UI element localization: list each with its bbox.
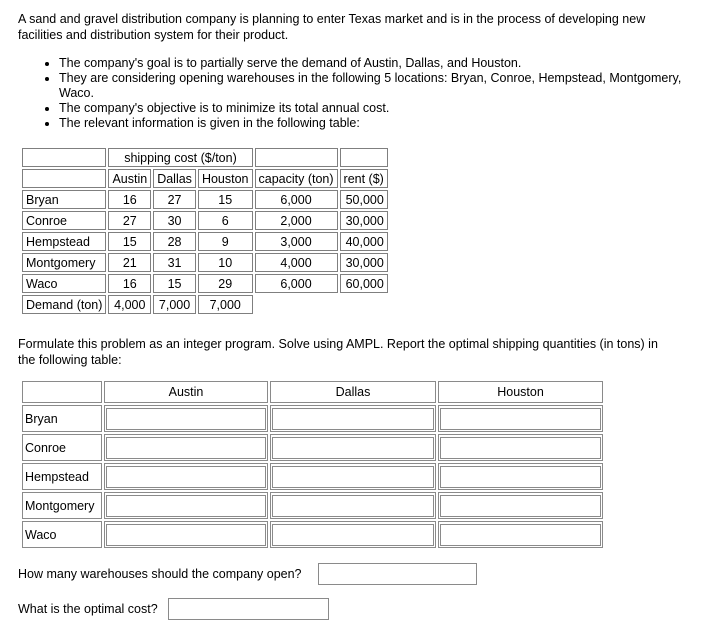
answer-row-label: Montgomery xyxy=(22,492,102,519)
empty-cell xyxy=(22,169,106,188)
col-header-rent: rent ($) xyxy=(340,169,388,188)
demand-row xyxy=(22,295,388,314)
row-label: Bryan xyxy=(22,190,106,209)
answer-row xyxy=(22,463,603,490)
answer-cell xyxy=(438,521,603,548)
answer-cell xyxy=(104,405,268,432)
answer-input-houston[interactable] xyxy=(440,466,601,488)
cell-rent: 40,000 xyxy=(340,232,388,251)
empty-cell xyxy=(340,148,388,167)
answer-row-label: Waco xyxy=(22,521,102,548)
answer-input-houston[interactable] xyxy=(440,408,601,430)
answer-row-label: Bryan xyxy=(22,405,102,432)
answer-cell xyxy=(270,405,436,432)
bullet-item: • The company's goal is to partially serve the demand of Austin, Dallas, and Houston. xyxy=(59,56,689,71)
col-header-houston: Houston xyxy=(198,169,253,188)
table-row xyxy=(22,190,388,209)
warehouses-answer-input[interactable] xyxy=(318,563,477,585)
cell-capacity: 3,000 xyxy=(255,232,338,251)
answer-cell xyxy=(104,463,268,490)
bullet-item: • The company's objective is to minimize its total annual cost. xyxy=(59,101,689,116)
cost-question: What is the optimal cost? xyxy=(18,602,158,616)
answer-input-houston[interactable] xyxy=(440,437,601,459)
row-label: Waco xyxy=(22,274,106,293)
cell-houston: 10 xyxy=(198,253,253,272)
cell-dallas: 31 xyxy=(153,253,196,272)
answer-cell xyxy=(438,492,603,519)
answer-cell xyxy=(438,463,603,490)
cost-answer-input[interactable] xyxy=(168,598,329,620)
intro-paragraph: A sand and gravel distribution company is planning to enter Texas market and is in the process of developing new facilities and distribution system for their product. xyxy=(18,12,646,42)
answer-header-row xyxy=(22,381,603,403)
answer-cell xyxy=(270,434,436,461)
empty-cell xyxy=(22,148,106,167)
answer-cell xyxy=(270,521,436,548)
cell-capacity: 6,000 xyxy=(255,190,338,209)
bullet-item: • The relevant information is given in the following table: xyxy=(59,116,689,131)
info-header-row xyxy=(22,148,388,167)
answer-cell xyxy=(438,434,603,461)
answer-cell xyxy=(104,434,268,461)
warehouses-question: How many warehouses should the company open? xyxy=(18,567,302,581)
demand-dallas: 7,000 xyxy=(153,295,196,314)
table-row xyxy=(22,211,388,230)
answer-table xyxy=(20,379,605,550)
answer-row xyxy=(22,405,603,432)
info-col-header-row xyxy=(22,169,388,188)
answer-input-austin[interactable] xyxy=(106,495,266,517)
answer-input-austin[interactable] xyxy=(106,437,266,459)
cell-houston: 29 xyxy=(198,274,253,293)
cell-rent: 50,000 xyxy=(340,190,388,209)
answer-input-austin[interactable] xyxy=(106,408,266,430)
cell-rent: 60,000 xyxy=(340,274,388,293)
answer-row xyxy=(22,434,603,461)
answer-row xyxy=(22,492,603,519)
cell-capacity: 2,000 xyxy=(255,211,338,230)
row-label: Montgomery xyxy=(22,253,106,272)
answer-input-austin[interactable] xyxy=(106,466,266,488)
answer-row-label: Hempstead xyxy=(22,463,102,490)
table-row xyxy=(22,253,388,272)
info-table xyxy=(20,146,390,316)
cell-capacity: 6,000 xyxy=(255,274,338,293)
answer-input-dallas[interactable] xyxy=(272,466,434,488)
bullet-item: • They are considering opening warehouses in the following 5 locations: Bryan, Conroe, Hempstead, Montgomery, Waco. xyxy=(59,71,689,101)
answer-row xyxy=(22,521,603,548)
cell-austin: 27 xyxy=(108,211,151,230)
cell-dallas: 15 xyxy=(153,274,196,293)
cell-capacity: 4,000 xyxy=(255,253,338,272)
answer-input-dallas[interactable] xyxy=(272,408,434,430)
answer-input-dallas[interactable] xyxy=(272,495,434,517)
empty-cell xyxy=(22,381,102,403)
answer-input-dallas[interactable] xyxy=(272,437,434,459)
answer-input-houston[interactable] xyxy=(440,524,601,546)
bullet-list xyxy=(42,56,689,131)
cell-dallas: 27 xyxy=(153,190,196,209)
answer-cell xyxy=(270,463,436,490)
answer-cell xyxy=(104,521,268,548)
cell-austin: 16 xyxy=(108,190,151,209)
answer-input-houston[interactable] xyxy=(440,495,601,517)
row-label: Conroe xyxy=(22,211,106,230)
table-row xyxy=(22,232,388,251)
empty-cell xyxy=(255,148,338,167)
row-label: Demand (ton) xyxy=(22,295,106,314)
row-label: Hempstead xyxy=(22,232,106,251)
cell-austin: 21 xyxy=(108,253,151,272)
cell-dallas: 28 xyxy=(153,232,196,251)
col-header-austin: Austin xyxy=(108,169,151,188)
demand-houston: 7,000 xyxy=(198,295,253,314)
answer-input-austin[interactable] xyxy=(106,524,266,546)
answer-cell xyxy=(270,492,436,519)
answer-header-houston: Houston xyxy=(438,381,603,403)
cell-rent: 30,000 xyxy=(340,211,388,230)
answer-cell xyxy=(104,492,268,519)
col-header-dallas: Dallas xyxy=(153,169,196,188)
col-header-capacity: capacity (ton) xyxy=(255,169,338,188)
cell-rent: 30,000 xyxy=(340,253,388,272)
table-row xyxy=(22,274,388,293)
demand-austin: 4,000 xyxy=(108,295,151,314)
answer-header-austin: Austin xyxy=(104,381,268,403)
cell-houston: 9 xyxy=(198,232,253,251)
answer-header-dallas: Dallas xyxy=(270,381,436,403)
answer-cell xyxy=(438,405,603,432)
shipping-cost-header: shipping cost ($/ton) xyxy=(108,148,252,167)
cell-dallas: 30 xyxy=(153,211,196,230)
cell-austin: 15 xyxy=(108,232,151,251)
cell-austin: 16 xyxy=(108,274,151,293)
answer-row-label: Conroe xyxy=(22,434,102,461)
answer-input-dallas[interactable] xyxy=(272,524,434,546)
cell-houston: 15 xyxy=(198,190,253,209)
formulate-paragraph: Formulate this problem as an integer program. Solve using AMPL. Report the optimal shipping quantities (in tons) in the following table: xyxy=(18,337,658,367)
cell-houston: 6 xyxy=(198,211,253,230)
